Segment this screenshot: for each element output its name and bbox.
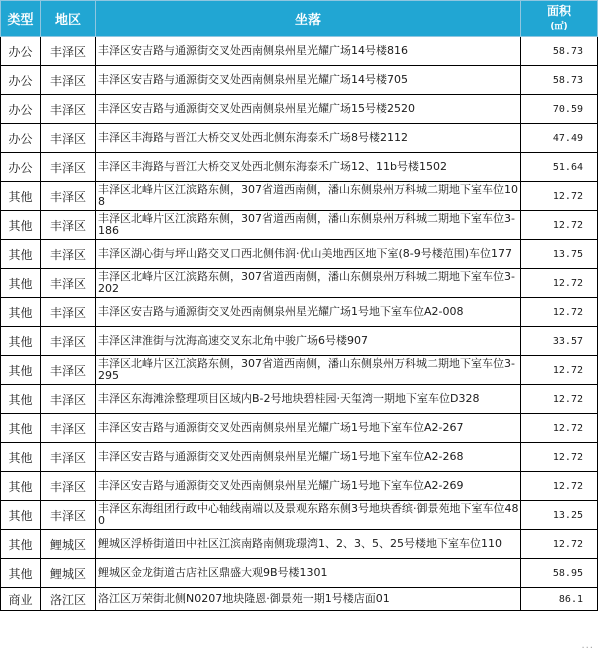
table-row: [1, 472, 598, 501]
cell-area: 12.72: [521, 182, 598, 211]
table-row: [1, 559, 598, 588]
cell-location: 丰泽区东海组团行政中心轴线南端以及景观东路东侧3号地块香缤·御景苑地下室车位480: [96, 501, 521, 530]
cell-area: 12.72: [521, 269, 598, 298]
cell-district: 丰泽区: [41, 385, 96, 414]
cell-area: 12.72: [521, 443, 598, 472]
cell-type: 其他: [1, 385, 41, 414]
cell-type: 其他: [1, 356, 41, 385]
cell-district: 丰泽区: [41, 211, 96, 240]
cell-type: 其他: [1, 472, 41, 501]
table-row: [1, 269, 598, 298]
header-area-unit: (㎡): [550, 21, 568, 32]
cell-area: 12.72: [521, 385, 598, 414]
cell-type: 其他: [1, 530, 41, 559]
table-row: [1, 182, 598, 211]
table-body: [1, 37, 598, 611]
table-row: [1, 327, 598, 356]
cell-type: 办公: [1, 37, 41, 66]
cell-location: 丰泽区津淮街与沈海高速交叉东北角中骏广场6号楼907: [96, 327, 521, 356]
cell-area: 58.73: [521, 37, 598, 66]
cell-location: 鲤城区金龙街道古店社区鼎盛大观9B号楼1301: [96, 559, 521, 588]
cell-district: 丰泽区: [41, 269, 96, 298]
cell-area: 47.49: [521, 124, 598, 153]
header-district: 地区: [41, 1, 96, 37]
table-row: [1, 124, 598, 153]
table-row: [1, 298, 598, 327]
cell-district: 丰泽区: [41, 356, 96, 385]
cell-location: 丰泽区安吉路与通源街交叉处西南侧泉州星光耀广场1号地下室车位A2-268: [96, 443, 521, 472]
table-row: [1, 153, 598, 182]
cell-area: 12.72: [521, 298, 598, 327]
table-row: [1, 443, 598, 472]
cell-type: 其他: [1, 298, 41, 327]
cell-district: 洛江区: [41, 588, 96, 611]
cell-location: 丰泽区北峰片区江滨路东侧，307省道西南侧，潘山东侧泉州万科城二期地下室车位108: [96, 182, 521, 211]
cell-type: 办公: [1, 95, 41, 124]
table-row: [1, 385, 598, 414]
table-row: [1, 501, 598, 530]
cell-area: 86.1: [521, 588, 598, 611]
cell-area: 12.72: [521, 356, 598, 385]
header-area-label: 面积: [546, 3, 571, 18]
cell-area: 12.72: [521, 211, 598, 240]
table-row: [1, 37, 598, 66]
cell-district: 丰泽区: [41, 414, 96, 443]
cell-type: 其他: [1, 211, 41, 240]
header-row: [1, 1, 598, 37]
cell-location: 丰泽区北峰片区江滨路东侧，307省道西南侧，潘山东侧泉州万科城二期地下室车位3-186: [96, 211, 521, 240]
cell-area: 51.64: [521, 153, 598, 182]
cell-type: 其他: [1, 327, 41, 356]
cell-district: 丰泽区: [41, 37, 96, 66]
cell-area: 70.59: [521, 95, 598, 124]
header-type: 类型: [1, 1, 41, 37]
cell-type: 其他: [1, 269, 41, 298]
cell-location: 丰泽区湖心街与坪山路交叉口西北侧伟润·优山美地西区地下室(8-9号楼范围)车位177: [96, 240, 521, 269]
cell-district: 鲤城区: [41, 559, 96, 588]
cell-type: 其他: [1, 414, 41, 443]
cell-area: 12.72: [521, 472, 598, 501]
table-row: [1, 530, 598, 559]
cell-type: 办公: [1, 66, 41, 95]
cell-location: 丰泽区丰海路与晋江大桥交叉处西北侧东海泰禾广场8号楼2112: [96, 124, 521, 153]
cell-type: 其他: [1, 501, 41, 530]
cell-area: 12.72: [521, 530, 598, 559]
cell-district: 丰泽区: [41, 501, 96, 530]
cell-location: 丰泽区北峰片区江滨路东侧，307省道西南侧，潘山东侧泉州万科城二期地下室车位3-202: [96, 269, 521, 298]
cell-location: 丰泽区安吉路与通源街交叉处西南侧泉州星光耀广场14号楼816: [96, 37, 521, 66]
header-location: 坐落: [96, 1, 521, 37]
table-row: [1, 66, 598, 95]
cell-type: 办公: [1, 153, 41, 182]
cell-area: 13.75: [521, 240, 598, 269]
cell-location: 丰泽区安吉路与通源街交叉处西南侧泉州星光耀广场1号地下室车位A2-267: [96, 414, 521, 443]
cell-type: 其他: [1, 443, 41, 472]
cell-district: 丰泽区: [41, 443, 96, 472]
cell-location: 丰泽区安吉路与通源街交叉处西南侧泉州星光耀广场15号楼2520: [96, 95, 521, 124]
cell-district: 丰泽区: [41, 298, 96, 327]
cell-location: 丰泽区丰海路与晋江大桥交叉处西北侧东海泰禾广场12、11b号楼1502: [96, 153, 521, 182]
cell-district: 丰泽区: [41, 472, 96, 501]
table-row: [1, 414, 598, 443]
cell-area: 58.95: [521, 559, 598, 588]
cell-location: 丰泽区北峰片区江滨路东侧，307省道西南侧，潘山东侧泉州万科城二期地下室车位3-295: [96, 356, 521, 385]
cell-district: 丰泽区: [41, 153, 96, 182]
cell-type: 其他: [1, 240, 41, 269]
cell-area: 33.57: [521, 327, 598, 356]
cell-location: 鲤城区浮桥街道田中社区江滨南路南侧珑璟湾1、2、3、5、25号楼地下室车位110: [96, 530, 521, 559]
cell-location: 丰泽区安吉路与通源街交叉处西南侧泉州星光耀广场14号楼705: [96, 66, 521, 95]
cell-district: 鲤城区: [41, 530, 96, 559]
cell-district: 丰泽区: [41, 66, 96, 95]
cell-type: 其他: [1, 182, 41, 211]
watermark: ···: [581, 643, 594, 654]
cell-location: 丰泽区东海滩涂整理项目区域内B-2号地块碧桂园·天玺湾一期地下室车位D328: [96, 385, 521, 414]
cell-location: 洛江区万荣街北侧N0207地块隆恩·御景苑一期1号楼店面01: [96, 588, 521, 611]
cell-district: 丰泽区: [41, 124, 96, 153]
cell-type: 其他: [1, 559, 41, 588]
cell-area: 12.72: [521, 414, 598, 443]
cell-type: 办公: [1, 124, 41, 153]
cell-district: 丰泽区: [41, 327, 96, 356]
table-row: [1, 240, 598, 269]
cell-area: 13.25: [521, 501, 598, 530]
cell-district: 丰泽区: [41, 95, 96, 124]
table-row: [1, 211, 598, 240]
table-row: [1, 95, 598, 124]
cell-location: 丰泽区安吉路与通源街交叉处西南侧泉州星光耀广场1号地下室车位A2-269: [96, 472, 521, 501]
cell-district: 丰泽区: [41, 182, 96, 211]
cell-type: 商业: [1, 588, 41, 611]
cell-district: 丰泽区: [41, 240, 96, 269]
cell-location: 丰泽区安吉路与通源街交叉处西南侧泉州星光耀广场1号地下室车位A2-008: [96, 298, 521, 327]
header-area: [521, 1, 598, 37]
table-row: [1, 588, 598, 611]
cell-area: 58.73: [521, 66, 598, 95]
table-row: [1, 356, 598, 385]
